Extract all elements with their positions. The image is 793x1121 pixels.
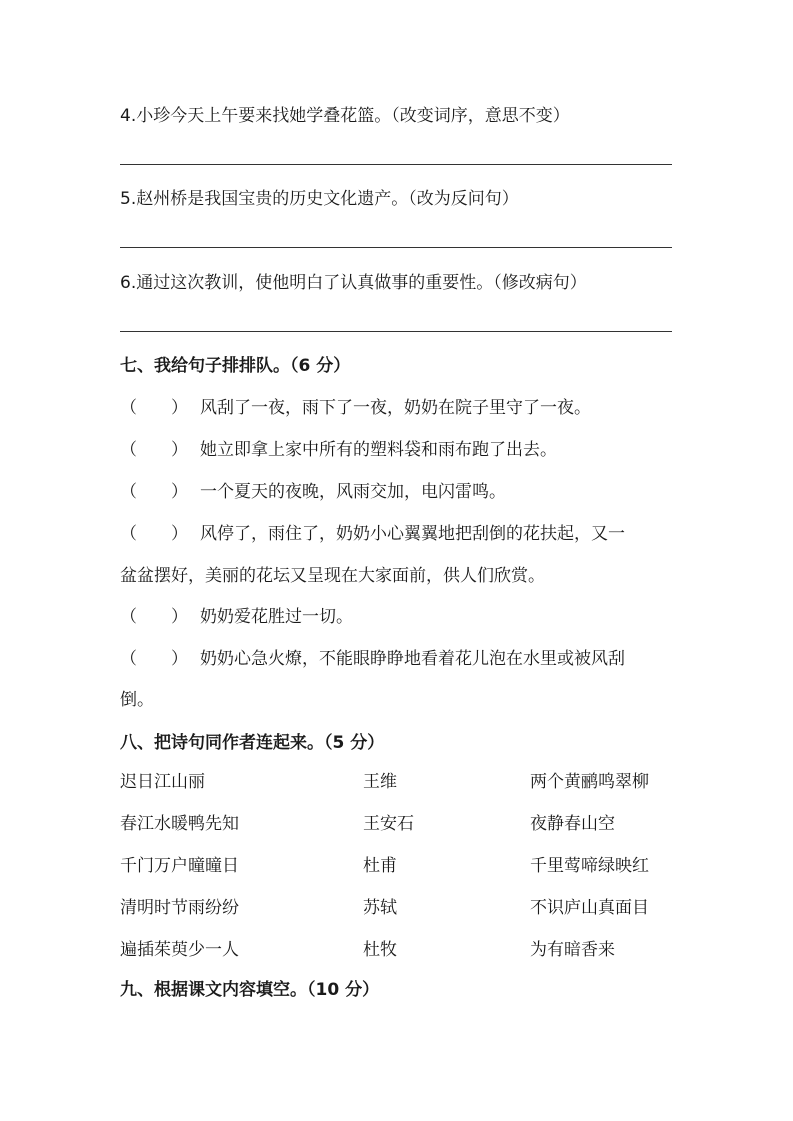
sentence-item-6 <box>120 647 625 671</box>
sentence-item-2 <box>120 438 557 462</box>
poem-match[interactable]: 夜静春山空 <box>530 814 615 834</box>
sentence-item-5 <box>120 605 353 629</box>
order-blank[interactable]: （ ） <box>120 440 188 460</box>
poet-name[interactable]: 王维 <box>363 772 397 792</box>
section-9-title: 九、根据课文内容填空。（10 分） <box>120 980 380 1000</box>
question-5: 5.赵州桥是我国宝贵的历史文化遗产。（改为反问句） <box>120 189 519 209</box>
poem-line[interactable]: 清明时节雨纷纷 <box>120 898 239 918</box>
poem-match[interactable]: 千里莺啼绿映红 <box>530 856 649 876</box>
poet-name[interactable]: 王安石 <box>363 814 414 834</box>
answer-line-6[interactable] <box>120 331 672 332</box>
poem-line[interactable]: 千门万户曈曈日 <box>120 856 239 876</box>
sentence-text: 风停了，雨住了，奶奶小心翼翼地把刮倒的花扶起，又一 <box>200 524 625 544</box>
poem-match[interactable]: 两个黄鹂鸣翠柳 <box>530 772 649 792</box>
order-blank[interactable]: （ ） <box>120 607 188 627</box>
answer-line-5[interactable] <box>120 247 672 248</box>
question-6: 6.通过这次教训，使他明白了认真做事的重要性。（修改病句） <box>120 273 587 293</box>
order-blank[interactable]: （ ） <box>120 398 188 418</box>
sentence-text: 一个夏天的夜晚，风雨交加，电闪雷鸣。 <box>200 482 506 502</box>
sentence-item-4 <box>120 522 625 546</box>
sentence-item-1 <box>120 396 591 420</box>
answer-line-4[interactable] <box>120 164 672 165</box>
sentence-text: 她立即拿上家中所有的塑料袋和雨布跑了出去。 <box>200 440 557 460</box>
sentence-item-6-cont: 倒。 <box>120 690 154 710</box>
poem-match[interactable]: 为有暗香来 <box>530 940 615 960</box>
section-7-title: 七、我给句子排排队。（6 分） <box>120 356 351 376</box>
sentence-item-3 <box>120 480 506 504</box>
poem-line[interactable]: 春江水暖鸭先知 <box>120 814 239 834</box>
sentence-text: 风刮了一夜，雨下了一夜，奶奶在院子里守了一夜。 <box>200 398 591 418</box>
poet-name[interactable]: 杜牧 <box>363 940 397 960</box>
sentence-item-4-cont: 盆盆摆好，美丽的花坛又呈现在大家面前，供人们欣赏。 <box>120 566 545 586</box>
section-8-title: 八、把诗句同作者连起来。（5 分） <box>120 733 385 753</box>
order-blank[interactable]: （ ） <box>120 649 188 669</box>
sentence-text: 奶奶爱花胜过一切。 <box>200 607 353 627</box>
poem-line[interactable]: 迟日江山丽 <box>120 772 205 792</box>
poet-name[interactable]: 杜甫 <box>363 856 397 876</box>
poem-match[interactable]: 不识庐山真面目 <box>530 898 649 918</box>
question-4: 4.小珍今天上午要来找她学叠花篮。（改变词序，意思不变） <box>120 106 570 126</box>
poet-name[interactable]: 苏轼 <box>363 898 397 918</box>
poem-line[interactable]: 遍插茱萸少一人 <box>120 940 239 960</box>
order-blank[interactable]: （ ） <box>120 482 188 502</box>
order-blank[interactable]: （ ） <box>120 524 188 544</box>
sentence-text: 奶奶心急火燎，不能眼睁睁地看着花儿泡在水里或被风刮 <box>200 649 625 669</box>
